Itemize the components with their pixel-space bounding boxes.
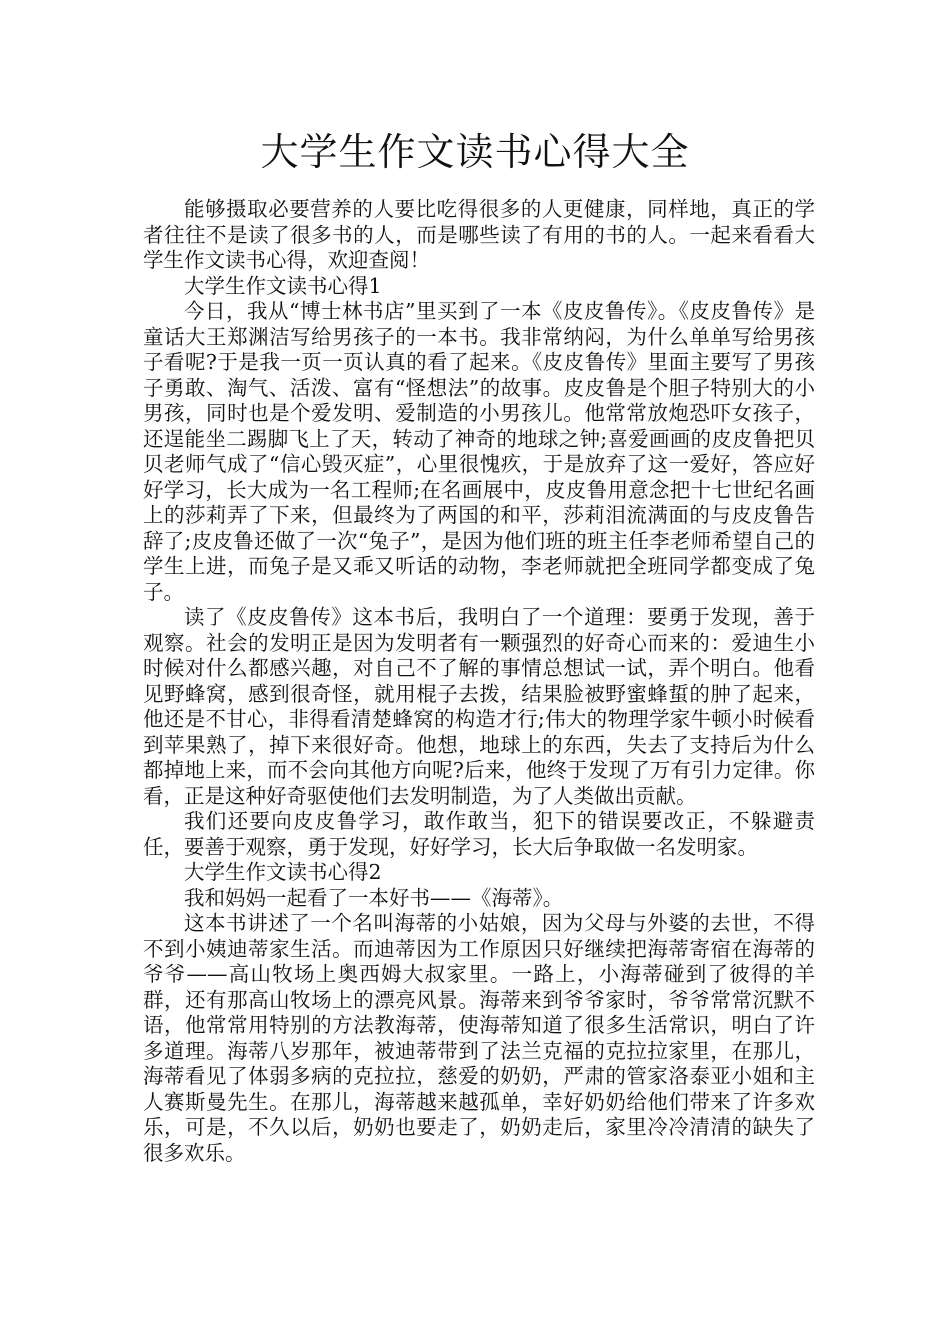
section-heading-2: 大学生作文读书心得2: [184, 860, 382, 884]
body-paragraph: 我们还要向皮皮鲁学习，敢作敢当，犯下的错误要改正，不躲避责任，要善于观察，勇于发现，好好学习，长大后争取做一名发明家。: [143, 809, 815, 859]
body-paragraph: 今日，我从“博士林书店”里买到了一本《皮皮鲁传》。《皮皮鲁传》是童话大王郑渊洁写给男孩子的一本书。我非常纳闷，为什么单单写给男孩子看呢?于是我一页一页认真的看了起来。《皮皮鲁传》里面主要写了男孩子勇敢、淘气、活泼、富有“怪想法”的故事。皮皮鲁是个胆子特别大的小男孩，同时也是个爱发明、爱制造的小男孩儿。他常常放炮恐吓女孩子，还逞能坐二踢脚飞上了天，转动了神奇的地球之钟;喜爱画画的皮皮鲁把贝贝老师气成了“信心毁灭症”，心里很愧疚，于是放弃了这一爱好，答应好好学习，长大成为一名工程师;在名画展中，皮皮鲁用意念把十七世纪名画上的莎莉弄了下来，但最终为了两国的和平，莎莉泪流满面的与皮皮鲁告辞了;皮皮鲁还做了一次“兔子”，是因为他们班的班主任李老师希望自己的学生上进，而兔子是又乖又听话的动物，李老师就把全班同学都变成了兔子。: [143, 299, 815, 604]
body-paragraph: 读了《皮皮鲁传》这本书后，我明白了一个道理：要勇于发现，善于观察。社会的发明正是因为发明者有一颗强烈的好奇心而来的：爱迪生小时候对什么都感兴趣，对自己不了解的事情总想试一试，弄个明白。他看见野蜂窝，感到很奇怪，就用棍子去拨，结果脸被野蜜蜂蜇的肿了起来，他还是不甘心，非得看清楚蜂窝的构造才行;伟大的物理学家牛顿小时候看到苹果熟了，掉下来很好奇。他想，地球上的东西，失去了支持后为什么都掉地上来，而不会向其他方向呢?后来，他终于发现了万有引力定律。你看，正是这种好奇驱使他们去发明制造，为了人类做出贡献。: [143, 605, 815, 808]
body-paragraph: 这本书讲述了一个名叫海蒂的小姑娘，因为父母与外婆的去世，不得不到小姨迪蒂家生活。而迪蒂因为工作原因只好继续把海蒂寄宿在海蒂的爷爷——高山牧场上奥西姆大叔家里。一路上，小海蒂碰到了彼得的羊群，还有那高山牧场上的漂亮风景。海蒂来到爷爷家时，爷爷常常沉默不语，他常常用特别的方法教海蒂，使海蒂知道了很多生活常识，明白了许多道理。海蒂八岁那年，被迪蒂带到了法兰克福的克拉拉家里，在那儿，海蒂看见了体弱多病的克拉拉，慈爱的奶奶，严肃的管家洛泰亚小姐和主人赛斯曼先生。在那儿，海蒂越来越孤单，幸好奶奶给他们带来了许多欢乐，可是，不久以后，奶奶也要走了，奶奶走后，家里冷冷清清的缺失了很多欢乐。: [143, 911, 815, 1165]
body-paragraph: 我和妈妈一起看了一本好书——《海蒂》。: [184, 885, 564, 910]
document-body: [143, 197, 815, 1166]
document-title: 大学生作文读书心得大全: [260, 130, 690, 174]
section-heading-1: 大学生作文读书心得1: [184, 273, 382, 298]
intro-paragraph: 能够摄取必要营养的人要比吃得很多的人更健康，同样地，真正的学者往往不是读了很多书的人，而是哪些读了有用的书的人。一起来看看大学生作文读书心得，欢迎查阅！: [143, 197, 815, 272]
